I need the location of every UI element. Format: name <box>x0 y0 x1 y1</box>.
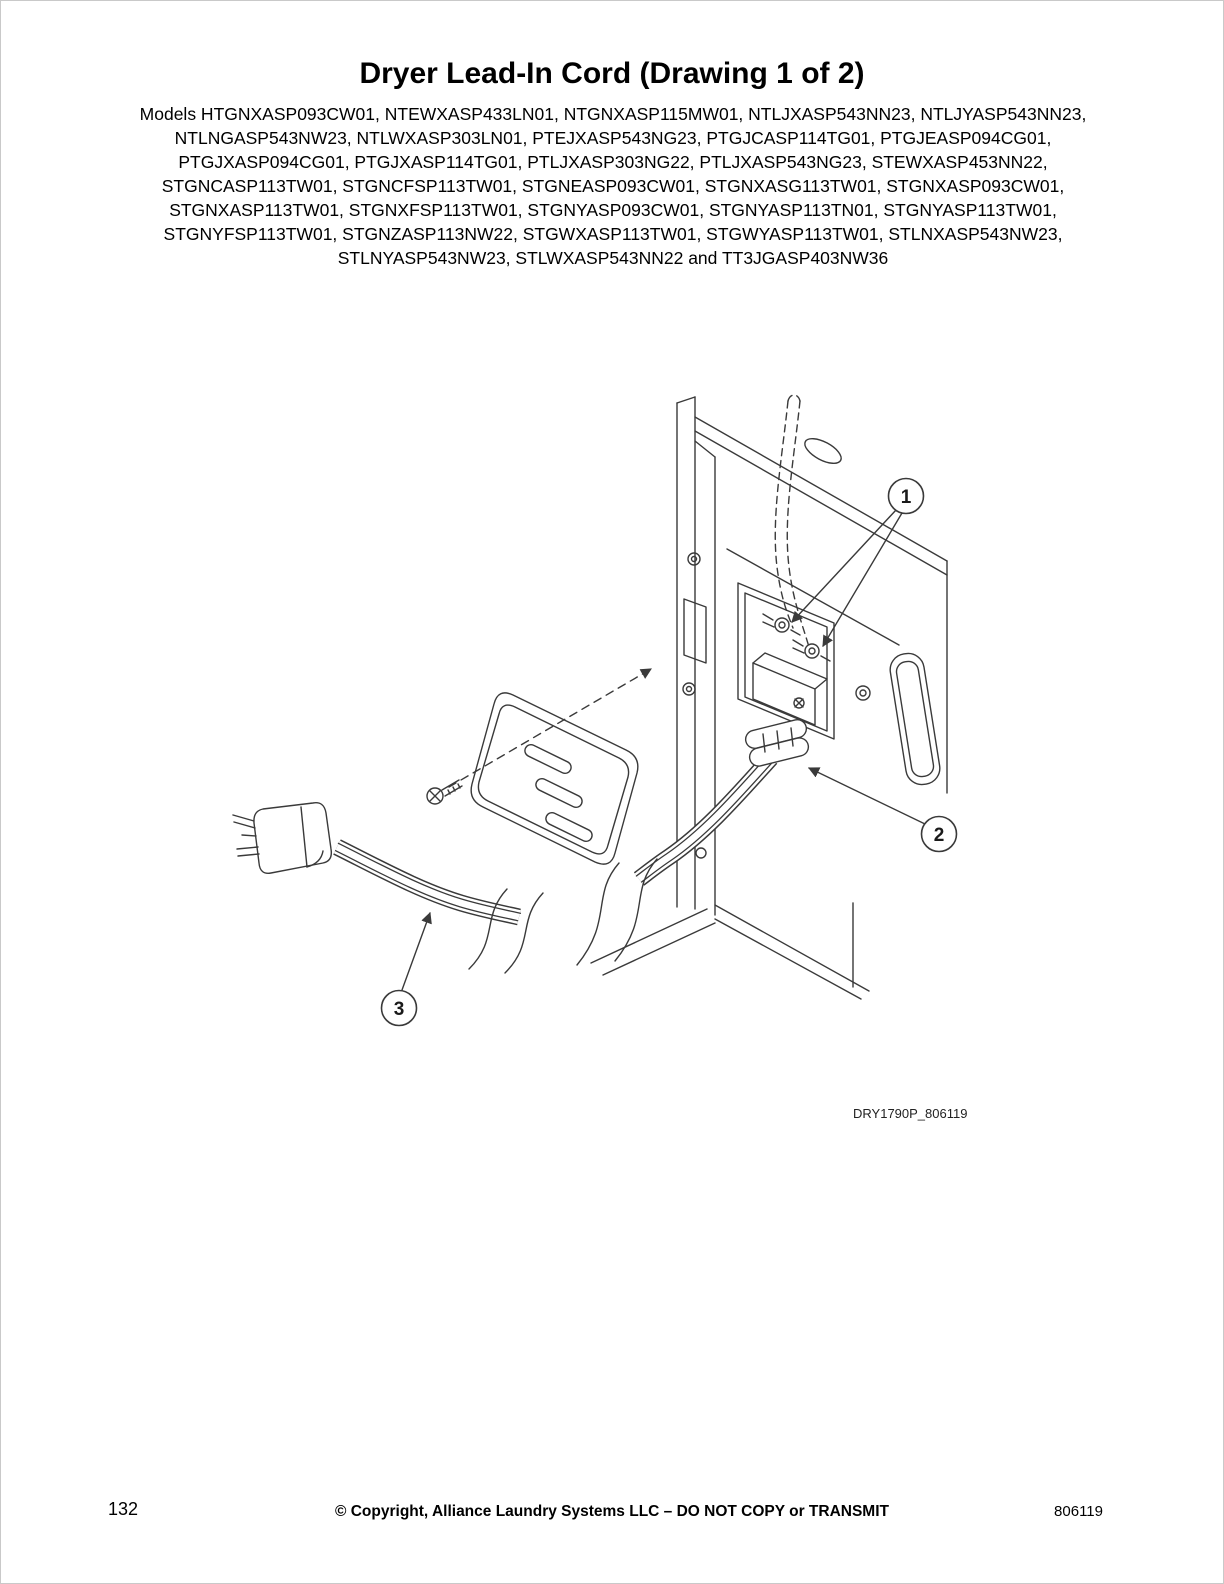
terminal-nuts <box>763 614 830 661</box>
callout-3-arrow <box>402 913 430 990</box>
page-title: Dryer Lead-In Cord (Drawing 1 of 2) <box>359 57 865 90</box>
power-plug <box>233 803 331 874</box>
panel-oval-slot <box>801 434 845 469</box>
document-number: 806119 <box>1054 1503 1103 1520</box>
panel-handle-slot <box>888 651 942 787</box>
cover-plate <box>471 693 638 864</box>
dryer-lead-in-cord-diagram <box>1 1 1224 1584</box>
callout-3 <box>382 913 431 1026</box>
cord-segment-left <box>336 843 521 920</box>
cord-segment-right <box>636 755 773 882</box>
strain-relief-bushing <box>744 718 811 768</box>
callout-2-number: 2 <box>933 825 945 846</box>
models-list: Models HTGNXASP093CW01, NTEWXASP433LN01, NTGNXASP115MW01, NTLJXASP543NN23, NTLJYASP543NN23, NTLNGASP543NW23, NTLWXASP303LN01, PTEJXASP543NG23, PTGJCASP114TG01, PTGJEASP094CG01, PTGJXASP094CG01, PTGJXASP114TG01, PTLJXASP303NG22, PTLJXASP543NG23, STEWXASP453NN22, STGNCASP113TW01, STGNCFSP113TW01, STGNEASP093CW01, STGNXASG113TW01, STGNXASP093CW01, STGNXASP113TW01, STGNXFSP113TW01, STGNYASP093CW01, STGNYASP113TN01, STGNYASP113TW01, STGNYFSP113TW01, STGNZASP113NW22, STGWXASP113TW01, STGWYASP113TW01, STLNXASP543NW23, STLNYASP543NW23, STLWXASP543NN22 and TT3JGASP403NW36 <box>139 104 1087 268</box>
copyright-text: © Copyright, Alliance Laundry Systems LLC – DO NOT COPY or TRANSMIT <box>335 1503 889 1520</box>
callout-3-number: 3 <box>393 999 405 1020</box>
mounting-screw <box>427 780 462 804</box>
drawing-reference: DRY1790P_806119 <box>853 1106 968 1121</box>
page-number: 132 <box>108 1499 139 1519</box>
mounting-screw-leader <box>427 669 651 804</box>
callout-1-arrow-2 <box>823 513 902 646</box>
terminal-block-opening <box>738 583 834 739</box>
callout-1-number: 1 <box>900 487 912 508</box>
callout-1-arrow <box>792 510 896 622</box>
